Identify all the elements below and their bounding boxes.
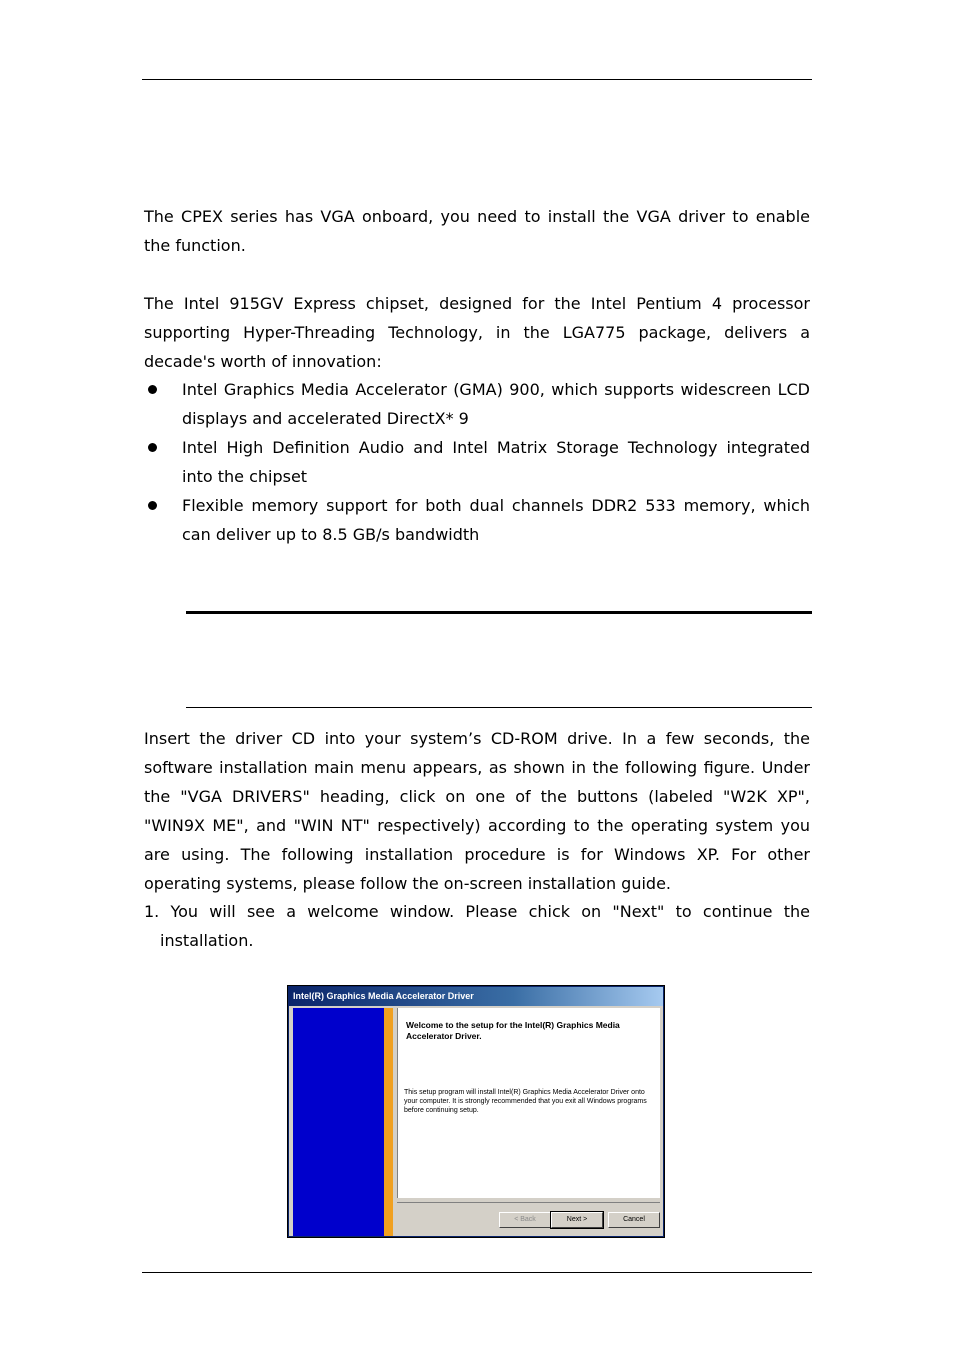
- list-item: Intel Graphics Media Accelerator (GMA) 900, which supports widescreen LCD displays and accelerated DirectX* 9: [144, 375, 810, 433]
- section-rule-thin: [186, 707, 812, 708]
- dialog-content: [397, 1008, 660, 1198]
- chipset-paragraph: The Intel 915GV Express chipset, designed for the Intel Pentium 4 processor supporting Hyper-Threading Technology, in the LGA775 package, delivers a decade's worth of innovation:: [144, 294, 810, 371]
- list-item: Flexible memory support for both dual channels DDR2 533 memory, which can deliver up to 8.5 GB/s bandwidth: [144, 491, 810, 549]
- dialog-accent-stripe: [384, 1008, 393, 1236]
- feature-list: [144, 375, 810, 549]
- step-1-continuation: installation.: [160, 931, 254, 950]
- bullet-icon: [148, 501, 157, 510]
- dialog-body: [289, 1006, 663, 1236]
- cancel-button[interactable]: Cancel: [608, 1212, 660, 1228]
- step-1: [144, 897, 810, 955]
- step-1-line: 1. You will see a welcome window. Please chick on "Next" to continue the: [144, 902, 810, 921]
- dialog-title: Intel(R) Graphics Media Accelerator Driver: [289, 987, 663, 1006]
- dialog-side-panel: [293, 1008, 384, 1236]
- list-item: Intel High Definition Audio and Intel Matrix Storage Technology integrated into the chipset: [144, 433, 810, 491]
- footer-rule: [142, 1272, 812, 1273]
- section-rule-thick: [186, 611, 812, 614]
- next-button[interactable]: Next >: [551, 1212, 603, 1228]
- bullet-icon: [148, 443, 157, 452]
- dialog-heading: Welcome to the setup for the Intel(R) Graphics Media Accelerator Driver.: [406, 1020, 620, 1041]
- bullet-icon: [148, 385, 157, 394]
- dialog-description: This setup program will install Intel(R) Graphics Media Accelerator Driver onto your computer. It is strongly recommended that you exit all Windows programs before continuing setup.: [404, 1089, 647, 1114]
- install-paragraph: Insert the driver CD into your system’s CD-ROM drive. In a few seconds, the software installation main menu appears, as shown in the following figure. Under the "VGA DRIVERS" heading, click on one of the buttons (labeled "W2K XP", "WIN9X ME", and "WIN NT" respectively) according to the operating system you are using. The following installation procedure is for Windows XP. For other operating systems, please follow the on-screen installation guide.: [144, 729, 810, 893]
- dialog-divider: [397, 1202, 660, 1203]
- intro-paragraph: The CPEX series has VGA onboard, you need to install the VGA driver to enable the function.: [144, 207, 810, 255]
- setup-dialog-screenshot: [287, 985, 665, 1238]
- header-rule: [142, 79, 812, 80]
- back-button[interactable]: < Back: [499, 1212, 551, 1228]
